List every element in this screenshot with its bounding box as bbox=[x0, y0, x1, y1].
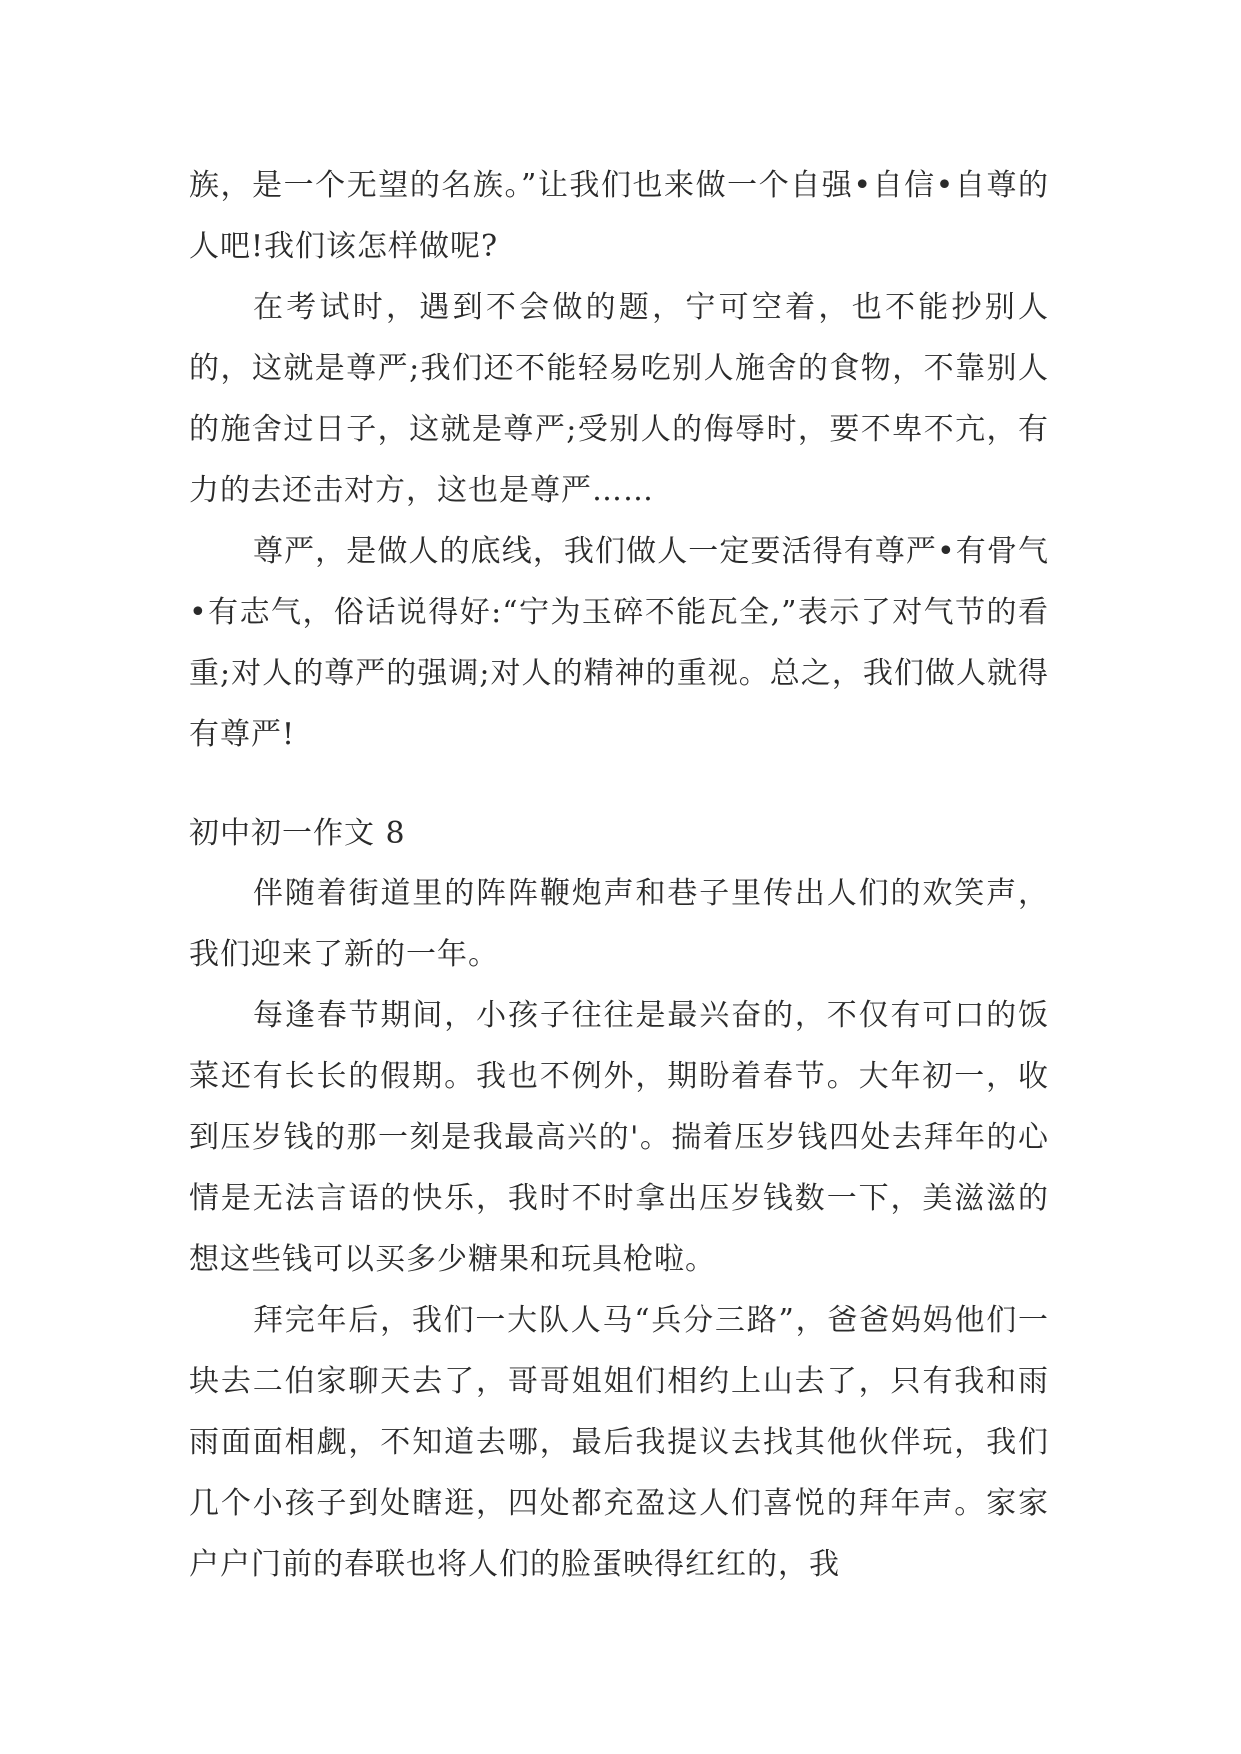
paragraph: 在考试时，遇到不会做的题，宁可空着，也不能抄别人的，这就是尊严;我们还不能轻易吃别人施舍的食物，不靠别人的施舍过日子，这就是尊严;受别人的侮辱时，要不卑不亢，有力的去还击对方，这也是尊严…… bbox=[189, 290, 1049, 508]
paragraph: 族，是一个无望的名族。”让我们也来做一个自强•自信•自尊的人吧!我们该怎样做呢? bbox=[189, 168, 1049, 264]
paragraph: 拜完年后，我们一大队人马“兵分三路”，爸爸妈妈他们一块去二伯家聊天去了，哥哥姐姐们相约上山去了，只有我和雨雨面面相觑，不知道去哪，最后我提议去找其他伙伴玩，我们几个小孩子到处瞎逛，四处都充盈这人们喜悦的拜年声。家家户户门前的春联也将人们的脸蛋映得红红的，我 bbox=[189, 1303, 1049, 1582]
paragraph: 每逢春节期间，小孩子往往是最兴奋的，不仅有可口的饭菜还有长长的假期。我也不例外，期盼着春节。大年初一，收到压岁钱的那一刻是我最高兴的'。揣着压岁钱四处去拜年的心情是无法言语的快乐，我时不时拿出压岁钱数一下，美滋滋的想这些钱可以买多少糖果和玩具枪啦。 bbox=[189, 998, 1049, 1277]
paragraph: 尊严，是做人的底线，我们做人一定要活得有尊严•有骨气•有志气，俗话说得好:“宁为玉碎不能瓦全,”表示了对气节的看重;对人的尊严的强调;对人的精神的重视。总之，我们做人就得有尊严! bbox=[189, 534, 1049, 752]
section-title: 初中初一作文 8 bbox=[189, 816, 406, 851]
paragraph: 伴随着街道里的阵阵鞭炮声和巷子里传出人们的欢笑声，我们迎来了新的一年。 bbox=[189, 876, 1049, 972]
document-body bbox=[189, 155, 1049, 1595]
